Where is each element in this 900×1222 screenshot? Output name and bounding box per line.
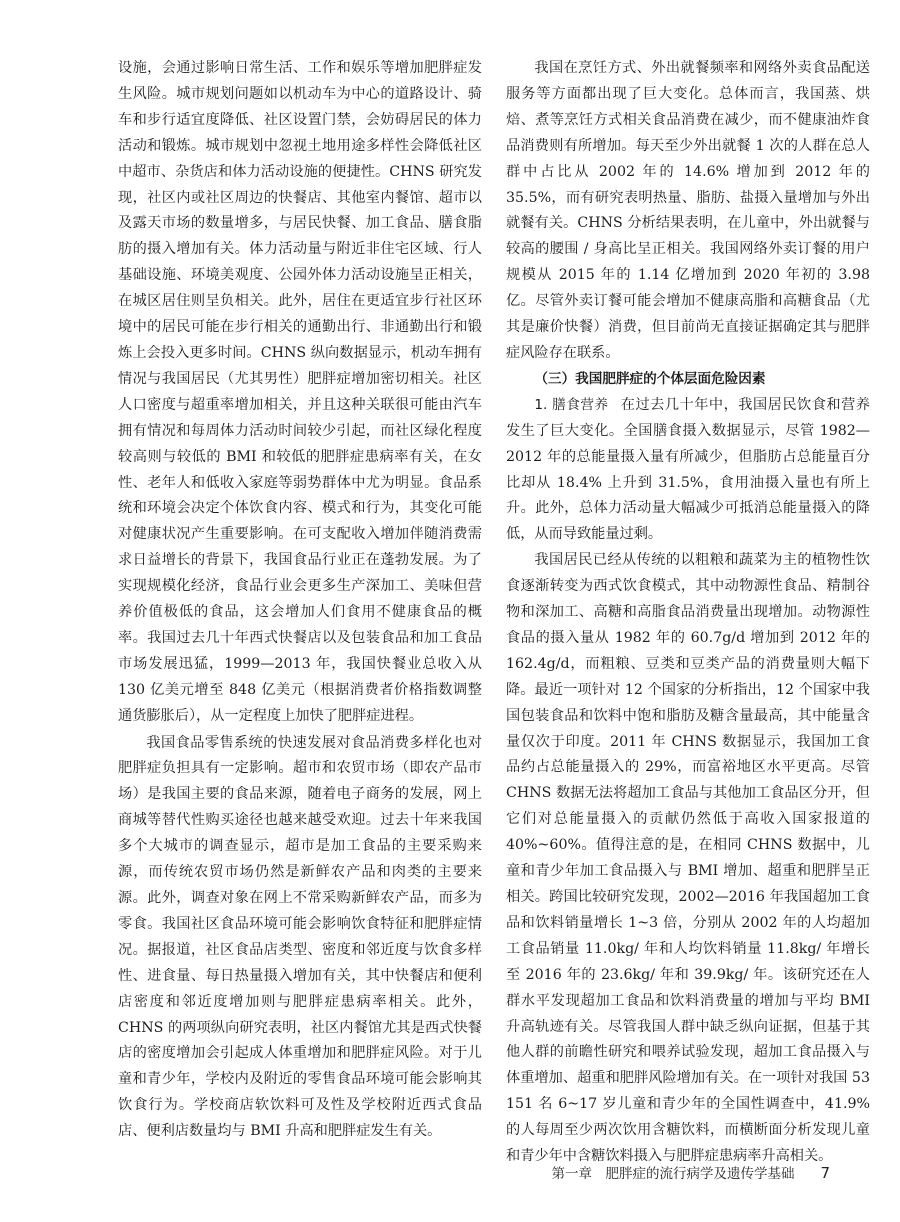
running-footer	[551, 1162, 830, 1182]
body-paragraph: 我国在烹饪方式、外出就餐频率和网络外卖食品配送服务等方面都出现了巨大变化。总体而言，我国蒸、烘焙、煮等烹饪方式相关食品消费在减少，而不健康油炸食品消费则有所增加。每天至少外出就餐 1 次的人群在总人群中占比从 2002 年的 14.6% 增加到 2012 年的 35.5%，而有研究表明热量、脂肪、盐摄入量增加与外出就餐有关。CHNS 分析结果表明，在儿童中，外出就餐与较高的腰围 / 身高比呈正相关。我国网络外卖订餐的用户规模从 2015 年的 1.14 亿增加到 2020 年初的 3.98 亿。尽管外卖订餐可能会增加不健康高脂和高糖食品（尤其是廉价快餐）消费，但目前尚无直接证据确定其与肥胖症风险存在联系。	[506, 60, 870, 361]
right-column	[506, 56, 870, 1170]
item-text: 在过去几十年中，我国居民饮食和营养发生了巨大变化。全国膳食摄入数据显示，尽管 1982—2012 年的总能量摄入量有所减少，但脂肪占总能量百分比却从 18.4% 上升到 31.5%，食用油摄入量也有所上升。此外，总体力活动量大幅减少可抵消总能量摄入的降低，从而导致能量过剩。	[506, 396, 870, 543]
numbered-item-paragraph	[506, 393, 870, 548]
body-paragraph: 设施，会通过影响日常生活、工作和娱乐等增加肥胖症发生风险。城市规划问题如以机动车为中心的道路设计、骑车和步行适宜度降低、社区设置门禁，会妨碍居民的体力活动和锻炼。城市规划中忽视土地用途多样性会降低社区中超市、杂货店和体力活动设施的便捷性。CHNS 研究发现，社区内或社区周边的快餐店、其他室内餐馆、超市以及露天市场的数量增多，与居民快餐、加工食品、膳食脂肪的摄入增加有关。体力活动量与附近非住宅区域、行人基础设施、环境美观度、公园外体力活动设施呈正相关，在城区居住则呈负相关。此外，居住在更适宜步行社区环境中的居民可能在步行相关的通勤出行、非通勤出行和锻炼上会投入更多时间。CHNS 纵向数据显示，机动车拥有情况与我国居民（尤其男性）肥胖症增加密切相关。社区人口密度与超重率增加相关，并且这种关联很可能由汽车拥有情况和每周体力活动时间较少引起，而社区绿化程度较高则与较低的 BMI 和较低的肥胖症患病率有关，在女性、老年人和低收入家庭等弱势群体中尤为明显。食品系统和环境会决定个体饮食内容、模式和行为，其变化可能对健康状况产生重要影响。在可支配收入增加伴随消费需求日益增长的背景下，我国食品行业正在蓬勃发展。为了实现规模化经济，食品行业会更多生产深加工、美味但营养价值极低的食品，这会增加人们食用不健康食品的概率。我国过去几十年西式快餐店以及包装食品和加工食品市场发展迅猛，1999—2013 年，我国快餐业总收入从 130 亿美元增至 848 亿美元（根据消费者价格指数调整通货膨胀后），从一定程度上加快了肥胖症进程。	[118, 60, 482, 724]
chapter-title: 第一章 肥胖症的流行病学及遗传学基础	[551, 1166, 795, 1182]
body-paragraph: 我国居民已经从传统的以粗粮和蔬菜为主的植物性饮食逐渐转变为西式饮食模式，其中动物源性食品、精制谷物和深加工、高糖和高脂食品消费量出现增加。动物源性食品的摄入量从 1982 年的 60.7g/d 增加到 2012 年的 162.4g/d，而粗粮、豆类和豆类产品的消费量则大幅下降。最近一项针对 12 个国家的分析指出，12 个国家中我国包装食品和饮料中饱和脂肪及糖含量最高，其中能量含量仅次于印度。2011 年 CHNS 数据显示，我国加工食品约占总能量摄入的 29%，而富裕地区水平更高。尽管 CHNS 数据无法将超加工食品与其他加工食品区分开，但它们对总能量摄入的贡献仍然低于高收入国家报道的 40%~60%。值得注意的是，在相同 CHNS 数据中，儿童和青少年加工食品摄入与 BMI 增加、超重和肥胖呈正相关。跨国比较研究发现，2002—2016 年我国超加工食品和饮料销量增长 1~3 倍，分别从 2002 年的人均超加工食品销量 11.0kg/ 年和人均饮料销量 11.8kg/ 年增长至 2016 年的 23.6kg/ 年和 39.9kg/ 年。该研究还在人群水平发现超加工食品和饮料消费量的增加与平均 BMI 升高轨迹有关。尽管我国人群中缺乏纵向证据，但基于其他人群的前瞻性研究和喂养试验发现，超加工食品摄入与体重增加、超重和肥胖风险增加有关。在一项针对我国 53 151 名 6~17 岁儿童和青少年的全国性调查中，41.9% 的人每周至少两次饮用含糖饮料，而横断面分析发现儿童和青少年中含糖饮料摄入与肥胖症患病率升高相关。	[506, 552, 870, 1165]
section-subheading-text: （三）我国肥胖症的个体层面危险因素	[534, 370, 766, 387]
page-number: 7	[820, 1164, 830, 1182]
left-column	[118, 56, 482, 1145]
body-paragraph: 我国食品零售系统的快速发展对食品消费多样化也对肥胖症负担具有一定影响。超市和农贸市场（即农产品市场）是我国主要的食品来源，随着电子商务的发展，网上商城等替代性购买途径也越来越受欢迎。过去十年来我国多个大城市的调查显示，超市是加工食品的主要采购来源，而传统农贸市场仍然是新鲜农产品和肉类的主要来源。此外，调查对象在网上不常采购新鲜农产品，而多为零食。我国社区食品环境可能会影响饮食特征和肥胖症情况。据报道，社区食品店类型、密度和邻近度与饮食多样性、进食量、每日热量摄入增加有关，其中快餐店和便利店密度和邻近度增加则与肥胖症患病率相关。此外，CHNS 的两项纵向研究表明，社区内餐馆尤其是西式快餐店的密度增加会引起成人体重增加和肥胖症风险。对于儿童和青少年，学校内及附近的零售食品环境可能会影响其饮食行为。学校商店软饮料可及性及学校附近西式食品店、便利店数量均与 BMI 升高和肥胖症发生有关。	[118, 734, 482, 1140]
item-label: 1. 膳食营养	[534, 396, 609, 413]
section-subheading	[506, 367, 870, 393]
